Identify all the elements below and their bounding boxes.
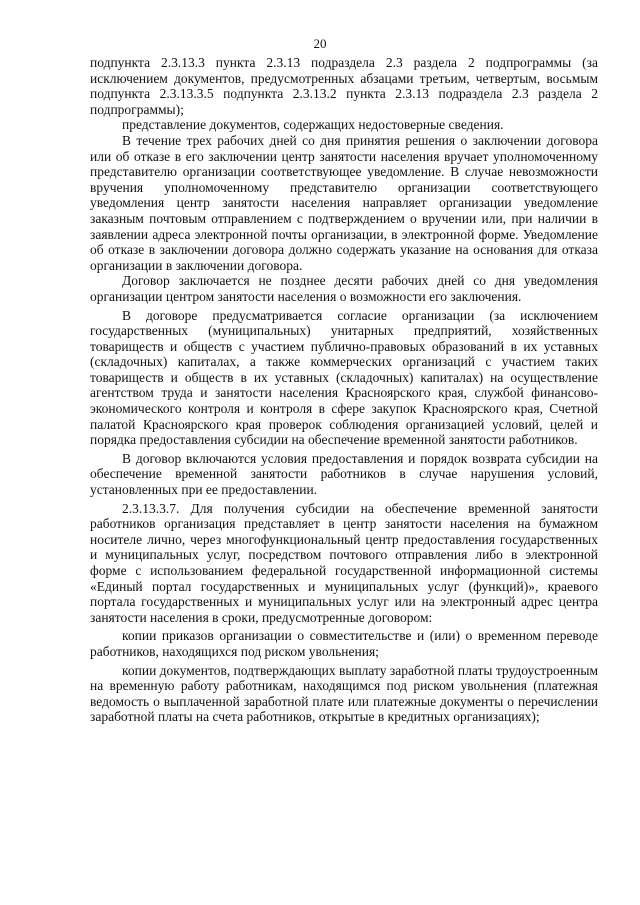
paragraph: копии приказов организации о совместительстве и (или) о временном переводе работников, находящихся под риском увольнения; [90,628,598,659]
paragraph: В течение трех рабочих дней со дня принятия решения о заключении договора или об отказе в его заключении центр занятости населения вручает уполномоченному представителю организации соответствующее уведомление. В случае невозможности вручения уполномоченному представителю организации соответствующего уведомления центр занятости населения направляет организации уведомление заказным почтовым отправлением с подтверждением о вручении или, при наличии в заявлении адреса электронной почты организации, в электронной форме. Уведомление об отказе в заключении договора должно содержать указание на основания для отказа организации в заключении договора. [90,132,598,273]
document-body [90,55,598,725]
paragraph: копии документов, подтверждающих выплату заработной платы трудоустроенным на временную работу работникам, находящимся под риском увольнения (платежная ведомость о выплаченной заработной плате или платежные документы о перечислении заработной платы на счета работников, открытые в кредитных организациях); [90,662,598,725]
page-number: 20 [313,36,327,51]
paragraph: 2.3.13.3.7. Для получения субсидии на обеспечение временной занятости работников организация представляет в центр занятости населения на бумажном носителе лично, через многофункциональный центр предоставления государственных и муниципальных услуг, посредством почтового отправления либо в электронной форме с использованием федеральной государственной информационной системы «Единый портал государственных и муниципальных услуг (функций)», краевого портала государственных и муниципальных услуг или на электронный адрес центра занятости населения в сроки, предусмотренные договором: [90,500,598,625]
paragraph: представление документов, содержащих недостоверные сведения. [122,117,504,133]
paragraph: В договор включаются условия предоставления и порядок возврата субсидии на обеспечение временной занятости работников в случае нарушения условий, установленных при ее предоставлении. [90,450,598,498]
paragraph: В договоре предусматривается согласие организации (за исключением государственных (муниципальных) унитарных предприятий, хозяйственных товариществ и обществ с участием публично-правовых образований в их уставных (складочных) капиталах, а также коммерческих организаций с участием таких товариществ и обществ в их уставных (складочных) капиталах) на осуществление агентством труда и занятости населения Красноярского края, службой финансово-экономического контроля и контроля в сфере закупок Красноярского края, Счетной палатой Красноярского края проверок соблюдения организацией условий, целей и порядка предоставления субсидии на обеспечение временной занятости работников. [90,307,598,448]
paragraph: Договор заключается не позднее десяти рабочих дней со дня уведомления организации центром занятости населения о возможности его заключения. [90,273,598,304]
paragraph: подпункта 2.3.13.3 пункта 2.3.13 подраздела 2.3 раздела 2 подпрограммы (за исключением документов, предусмотренных абзацами третьим, четвертым, восьмым подпункта 2.3.13.3.5 подпункта 2.3.13.2 пункта 2.3.13 подраздела 2.3 раздела 2 подпрограммы); [90,55,598,117]
